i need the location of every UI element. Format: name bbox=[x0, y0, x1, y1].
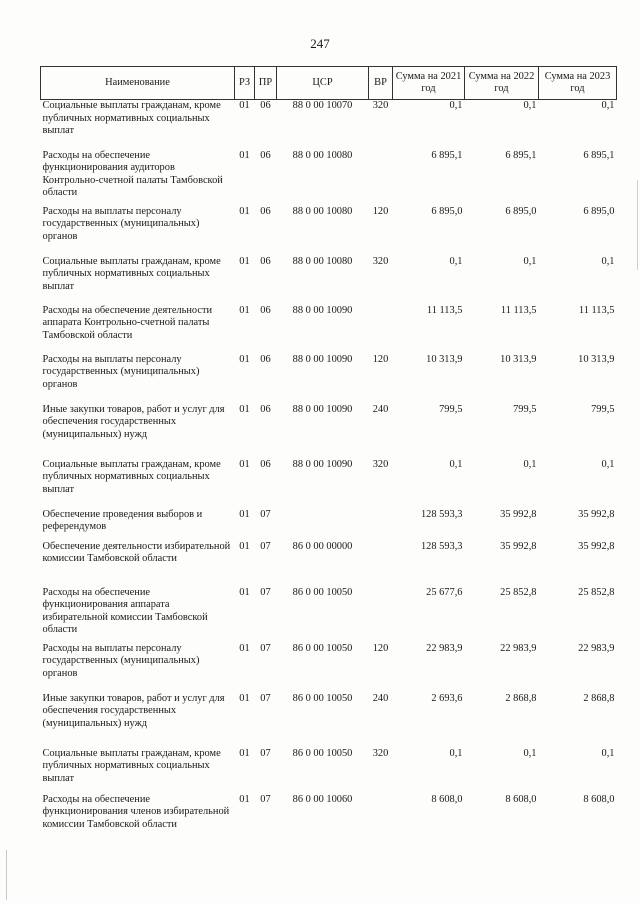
row-csr bbox=[277, 509, 369, 541]
table-row bbox=[41, 794, 617, 854]
scan-edge-mark-right bbox=[637, 180, 638, 270]
row-csr: 86 0 00 10050 bbox=[292, 642, 353, 654]
table-row bbox=[41, 643, 617, 693]
table-row bbox=[41, 459, 617, 509]
header-csr: ЦСР bbox=[277, 67, 369, 100]
row-vr: 320 bbox=[372, 255, 389, 267]
row-sum-2023: 2 868,8 bbox=[583, 692, 615, 704]
row-sum-2022: 0,1 bbox=[523, 747, 537, 759]
row-csr: 88 0 00 10070 bbox=[292, 100, 353, 111]
table-row bbox=[41, 206, 617, 256]
row-pr: 07 bbox=[260, 747, 271, 759]
row-sum-2022: 11 113,5 bbox=[500, 304, 537, 316]
header-pr: ПР bbox=[255, 67, 277, 100]
row-sum-2023: 6 895,0 bbox=[583, 205, 615, 217]
header-sum-2021: Сумма на 2021 год bbox=[393, 67, 465, 100]
row-csr: 88 0 00 10080 bbox=[292, 255, 353, 267]
row-sum-2022: 6 895,1 bbox=[505, 149, 537, 161]
row-rz: 01 bbox=[239, 642, 250, 654]
row-vr bbox=[369, 305, 393, 354]
row-rz: 01 bbox=[239, 353, 250, 365]
header-vr: ВР bbox=[369, 67, 393, 100]
table-row bbox=[41, 100, 617, 150]
row-vr: 240 bbox=[372, 692, 389, 704]
row-sum-2023: 22 983,9 bbox=[578, 642, 615, 654]
row-vr bbox=[369, 541, 393, 587]
table-row bbox=[41, 354, 617, 404]
row-rz: 01 bbox=[239, 540, 250, 552]
row-vr: 320 bbox=[372, 458, 389, 470]
row-vr bbox=[369, 587, 393, 643]
table-row bbox=[41, 404, 617, 459]
row-name: Расходы на обеспечение функционирования аудиторов Контрольно-счетной палаты Тамбовской области bbox=[42, 149, 223, 199]
row-sum-2021: 0,1 bbox=[449, 747, 463, 759]
row-sum-2023: 8 608,0 bbox=[583, 793, 615, 805]
row-name: Расходы на выплаты персоналу государственных (муниципальных) органов bbox=[42, 205, 200, 242]
table-row bbox=[41, 693, 617, 748]
row-csr: 88 0 00 10080 bbox=[292, 149, 353, 161]
row-pr: 07 bbox=[260, 793, 271, 805]
row-rz: 01 bbox=[239, 508, 250, 520]
row-name: Обеспечение деятельности избирательной комиссии Тамбовской области bbox=[42, 540, 231, 565]
row-sum-2022: 25 852,8 bbox=[500, 586, 537, 598]
row-sum-2021: 2 693,6 bbox=[431, 692, 463, 704]
header-rz: РЗ bbox=[235, 67, 255, 100]
budget-table bbox=[40, 66, 617, 854]
table-row bbox=[41, 587, 617, 643]
row-sum-2021: 25 677,6 bbox=[426, 586, 463, 598]
row-pr: 07 bbox=[260, 692, 271, 704]
row-rz: 01 bbox=[239, 304, 250, 316]
row-csr: 88 0 00 10090 bbox=[292, 304, 353, 316]
row-vr: 120 bbox=[372, 642, 389, 654]
row-sum-2022: 0,1 bbox=[523, 100, 537, 111]
row-sum-2022: 10 313,9 bbox=[500, 353, 537, 365]
row-sum-2021: 128 593,3 bbox=[420, 508, 463, 520]
scan-edge-mark bbox=[6, 850, 7, 900]
row-sum-2023: 799,5 bbox=[591, 403, 615, 415]
row-sum-2022: 8 608,0 bbox=[505, 793, 537, 805]
row-sum-2022: 35 992,8 bbox=[500, 540, 537, 552]
row-name: Расходы на выплаты персоналу государственных (муниципальных) органов bbox=[42, 353, 200, 390]
row-pr: 06 bbox=[260, 100, 271, 111]
row-pr: 06 bbox=[260, 255, 271, 267]
row-sum-2022: 35 992,8 bbox=[500, 508, 537, 520]
row-pr: 06 bbox=[260, 353, 271, 365]
row-name: Обеспечение проведения выборов и референдумов bbox=[42, 508, 203, 533]
table-row bbox=[41, 541, 617, 587]
row-name: Социальные выплаты гражданам, кроме публичных нормативных социальных выплат bbox=[42, 100, 221, 137]
row-csr: 88 0 00 10080 bbox=[292, 205, 353, 217]
row-sum-2021: 11 113,5 bbox=[426, 304, 463, 316]
row-csr: 88 0 00 10090 bbox=[292, 458, 353, 470]
row-sum-2021: 8 608,0 bbox=[431, 793, 463, 805]
row-pr: 06 bbox=[260, 458, 271, 470]
row-sum-2023: 6 895,1 bbox=[583, 149, 615, 161]
row-pr: 06 bbox=[260, 403, 271, 415]
row-sum-2021: 6 895,1 bbox=[431, 149, 463, 161]
row-rz: 01 bbox=[239, 149, 250, 161]
table-header-row bbox=[41, 67, 617, 100]
row-rz: 01 bbox=[239, 403, 250, 415]
row-pr: 07 bbox=[260, 586, 271, 598]
row-sum-2021: 0,1 bbox=[449, 458, 463, 470]
row-csr: 86 0 00 00000 bbox=[292, 540, 353, 552]
row-sum-2023: 11 113,5 bbox=[578, 304, 615, 316]
row-vr bbox=[369, 794, 393, 854]
row-sum-2021: 10 313,9 bbox=[426, 353, 463, 365]
row-sum-2022: 0,1 bbox=[523, 255, 537, 267]
row-pr: 06 bbox=[260, 149, 271, 161]
row-sum-2023: 0,1 bbox=[601, 255, 615, 267]
row-rz: 01 bbox=[239, 586, 250, 598]
row-rz: 01 bbox=[239, 692, 250, 704]
row-sum-2022: 22 983,9 bbox=[500, 642, 537, 654]
table-row bbox=[41, 256, 617, 305]
row-pr: 06 bbox=[260, 304, 271, 316]
row-csr: 86 0 00 10050 bbox=[292, 747, 353, 759]
row-rz: 01 bbox=[239, 255, 250, 267]
row-name: Расходы на обеспечение функционирования аппарата избирательной комиссии Тамбовской области bbox=[42, 586, 208, 636]
row-name: Социальные выплаты гражданам, кроме публичных нормативных социальных выплат bbox=[42, 747, 221, 784]
row-pr: 07 bbox=[260, 642, 271, 654]
row-csr: 88 0 00 10090 bbox=[292, 403, 353, 415]
row-vr: 320 bbox=[372, 747, 389, 759]
row-rz: 01 bbox=[239, 747, 250, 759]
row-csr: 88 0 00 10090 bbox=[292, 353, 353, 365]
row-sum-2021: 22 983,9 bbox=[426, 642, 463, 654]
row-vr: 120 bbox=[372, 205, 389, 217]
row-vr: 120 bbox=[372, 353, 389, 365]
header-sum-2023: Сумма на 2023 год bbox=[539, 67, 617, 100]
row-csr: 86 0 00 10050 bbox=[292, 692, 353, 704]
row-sum-2023: 0,1 bbox=[601, 100, 615, 111]
row-sum-2021: 6 895,0 bbox=[431, 205, 463, 217]
row-sum-2022: 6 895,0 bbox=[505, 205, 537, 217]
row-sum-2023: 25 852,8 bbox=[578, 586, 615, 598]
row-sum-2021: 0,1 bbox=[449, 255, 463, 267]
page-number: 247 bbox=[310, 36, 330, 51]
row-sum-2023: 35 992,8 bbox=[578, 508, 615, 520]
row-name: Расходы на выплаты персоналу государственных (муниципальных) органов bbox=[42, 642, 200, 679]
row-sum-2022: 0,1 bbox=[523, 458, 537, 470]
row-vr: 320 bbox=[372, 100, 389, 111]
row-pr: 07 bbox=[260, 540, 271, 552]
row-pr: 07 bbox=[260, 508, 271, 520]
table-row bbox=[41, 748, 617, 794]
row-sum-2022: 2 868,8 bbox=[505, 692, 537, 704]
row-sum-2023: 0,1 bbox=[601, 458, 615, 470]
row-sum-2023: 10 313,9 bbox=[578, 353, 615, 365]
header-name: Наименование bbox=[41, 67, 235, 100]
row-sum-2021: 0,1 bbox=[449, 100, 463, 111]
row-name: Иные закупки товаров, работ и услуг для обеспечения государственных (муниципальных) нужд bbox=[42, 692, 225, 729]
row-csr: 86 0 00 10060 bbox=[292, 793, 353, 805]
table-row bbox=[41, 150, 617, 206]
row-rz: 01 bbox=[239, 793, 250, 805]
row-name: Социальные выплаты гражданам, кроме публичных нормативных социальных выплат bbox=[42, 255, 221, 292]
row-sum-2021: 799,5 bbox=[439, 403, 463, 415]
row-rz: 01 bbox=[239, 205, 250, 217]
row-pr: 06 bbox=[260, 205, 271, 217]
row-sum-2023: 35 992,8 bbox=[578, 540, 615, 552]
table-row bbox=[41, 509, 617, 541]
row-vr bbox=[369, 150, 393, 206]
row-sum-2021: 128 593,3 bbox=[420, 540, 463, 552]
row-name: Расходы на обеспечение функционирования членов избирательной комиссии Тамбовской области bbox=[42, 793, 230, 830]
row-rz: 01 bbox=[239, 458, 250, 470]
row-name: Расходы на обеспечение деятельности аппарата Контрольно-счетной палаты Тамбовской области bbox=[42, 304, 213, 341]
row-sum-2023: 0,1 bbox=[601, 747, 615, 759]
row-sum-2022: 799,5 bbox=[513, 403, 537, 415]
row-name: Социальные выплаты гражданам, кроме публичных нормативных социальных выплат bbox=[42, 458, 221, 495]
row-name: Иные закупки товаров, работ и услуг для обеспечения государственных (муниципальных) нужд bbox=[42, 403, 225, 440]
row-vr: 240 bbox=[372, 403, 389, 415]
row-rz: 01 bbox=[239, 100, 250, 111]
table-body bbox=[41, 100, 617, 854]
table-row bbox=[41, 305, 617, 354]
row-csr: 86 0 00 10050 bbox=[292, 586, 353, 598]
row-vr bbox=[369, 509, 393, 541]
header-sum-2022: Сумма на 2022 год bbox=[465, 67, 539, 100]
